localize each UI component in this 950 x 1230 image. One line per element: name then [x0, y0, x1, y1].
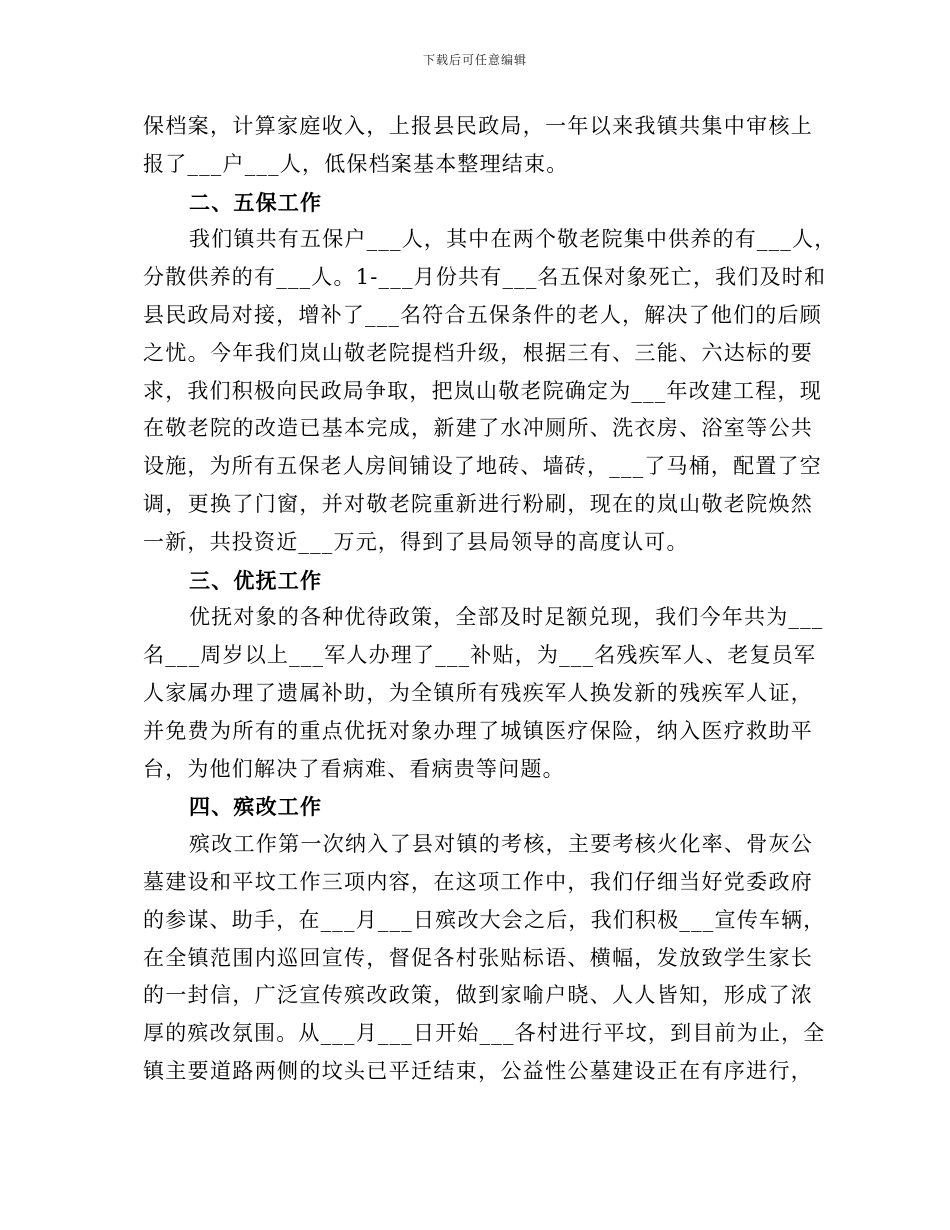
text-line: 报了___户___人，低保档案基本整理结束。: [143, 151, 569, 176]
text-line: 求，我们积极向民政局争取，把岚山敬老院确定为___年改建工程，现: [143, 378, 822, 403]
page-header: 下载后可任意编辑: [422, 53, 527, 67]
text-line: 台，为他们解决了看病难、看病贵等问题。: [143, 756, 565, 781]
section-heading: 二、五保工作: [189, 189, 323, 215]
text-line: 并免费为所有的重点优抚对象办理了城镇医疗保险，纳入医疗救助平: [143, 718, 813, 743]
text-line: 的一封信，广泛宣传殡改政策，做到家喻户晓、人人皆知，形成了浓: [143, 983, 813, 1008]
text-line: 保档案，计算家庭收入，上报县民政局，一年以来我镇共集中审核上: [143, 114, 813, 138]
text-line: 在敬老院的改造已基本完成，新建了水冲厕所、洗衣房、浴室等公共: [143, 416, 813, 441]
text-line: 镇主要道路两侧的坟头已平迁结束，公益性公墓建设正在有序进行，: [143, 1058, 813, 1083]
text-line: 墓建设和平坟工作三项内容，在这项工作中，我们仔细当好党委政府: [143, 869, 813, 894]
text-line: 县民政局对接，增补了___名符合五保条件的老人，解决了他们的后顾: [143, 302, 822, 327]
text-line: 分散供养的有___人。1-___月份共有___名五保对象死亡，我们及时和: [143, 265, 827, 290]
text-line: 之忧。今年我们岚山敬老院提档升级，根据三有、三能、六达标的要: [143, 340, 813, 365]
text-line: 的参谋、助手，在___月___日殡改大会之后，我们积极___宣传车辆，: [143, 907, 826, 932]
text-line: 厚的殡改氛围。从___月___日开始___各村进行平坟，到目前为止，全: [143, 1021, 826, 1046]
text-line: 设施，为所有五保老人房间铺设了地砖、墙砖，___了马桶，配置了空: [143, 454, 822, 479]
text-line: 一新，共投资近___万元，得到了县局领导的高度认可。: [143, 529, 689, 554]
text-line: 优抚对象的各种优待政策，全部及时足额兑现，我们今年共为___: [189, 605, 824, 630]
text-line: 人家属办理了遗属补助，为全镇所有残疾军人换发新的残疾军人证，: [143, 680, 813, 705]
section-heading: 四、殡改工作: [189, 794, 323, 820]
text-line: 名___周岁以上___军人办理了___补贴，为___名残疾军人、老复员军: [143, 643, 817, 668]
text-line: 我们镇共有五保户___人，其中在两个敬老院集中供养的有___人，: [189, 227, 837, 252]
text-line: 调，更换了门窗，并对敬老院重新进行粉刷，现在的岚山敬老院焕然: [143, 491, 813, 516]
document-body: [143, 108, 837, 1091]
text-line: 在全镇范围内巡回宣传，督促各村张贴标语、横幅，发放致学生家长: [143, 945, 813, 970]
section-heading: 三、优抚工作: [189, 567, 323, 593]
text-line: 殡改工作第一次纳入了县对镇的考核，主要考核火化率、骨灰公: [189, 832, 813, 857]
